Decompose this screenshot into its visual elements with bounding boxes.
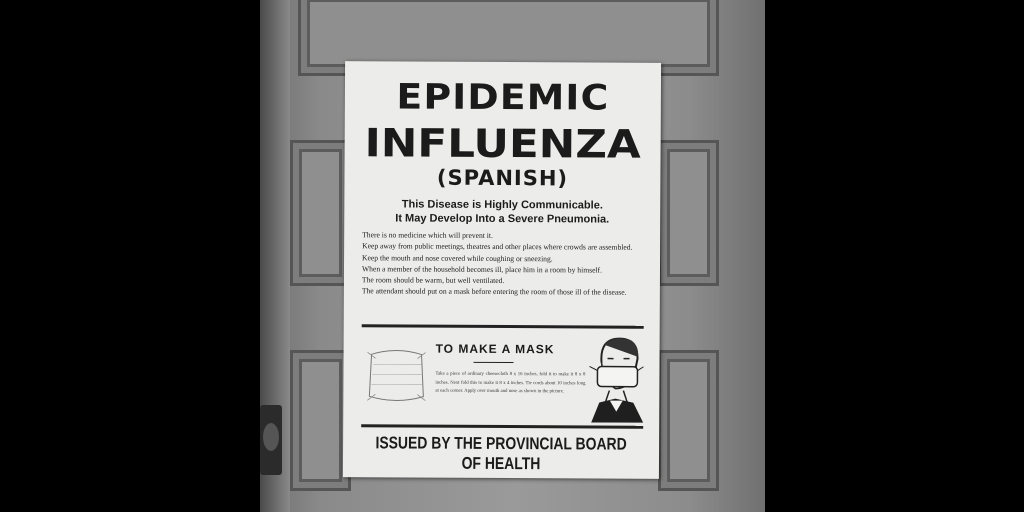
subheading-communicable: This Disease is Highly Communicable. bbox=[401, 198, 603, 212]
rule-item: When a member of the household becomes ill, place him in a room by himself. bbox=[361, 264, 603, 275]
headline-influenza: INFLUENZA bbox=[364, 121, 641, 168]
mask-heading-underline bbox=[474, 362, 514, 363]
rule-item: The room should be warm, but well ventilated. bbox=[361, 275, 505, 286]
cheesecloth-illustration bbox=[365, 344, 427, 406]
headline-epidemic: EPIDEMIC bbox=[396, 77, 610, 119]
rule-item: There is no medicine which will prevent it. bbox=[362, 230, 493, 240]
influenza-poster bbox=[343, 61, 661, 479]
door-knob bbox=[260, 405, 282, 475]
mask-heading: TO MAKE A MASK bbox=[435, 341, 555, 357]
rule-item: The attendant should put on a mask before entering the room of those ill of the disease. bbox=[361, 286, 627, 298]
subheading-pneumonia: It May Develop Into a Severe Pneumonia. bbox=[395, 212, 610, 226]
door-panel-left-bottom bbox=[290, 350, 351, 491]
rule-item: Keep the mouth and nose covered while coughing or sneezing. bbox=[362, 252, 553, 263]
mask-instructions: Take a piece of ordinary cheesecloth 8 x 16 inches, fold it to make it 8 x 8 inches. Next fold this to make it 8 x 4 inches. Tie cords about 10 inches long at each corner. Apply over mouth and nose as shown in the picture. bbox=[435, 371, 586, 395]
rules-list bbox=[362, 229, 652, 298]
issued-by-footer: ISSUED BY THE PROVINCIAL BOARD OF HEALTH bbox=[375, 433, 627, 474]
headline-spanish: (SPANISH) bbox=[436, 165, 569, 191]
divider-rule bbox=[362, 324, 644, 328]
door-panel-right-bottom bbox=[658, 350, 719, 491]
rule-item: Keep away from public meetings, theatres and other places where crowds are assembled. bbox=[362, 241, 633, 252]
divider-rule bbox=[361, 424, 643, 428]
masked-man-illustration bbox=[587, 332, 645, 422]
